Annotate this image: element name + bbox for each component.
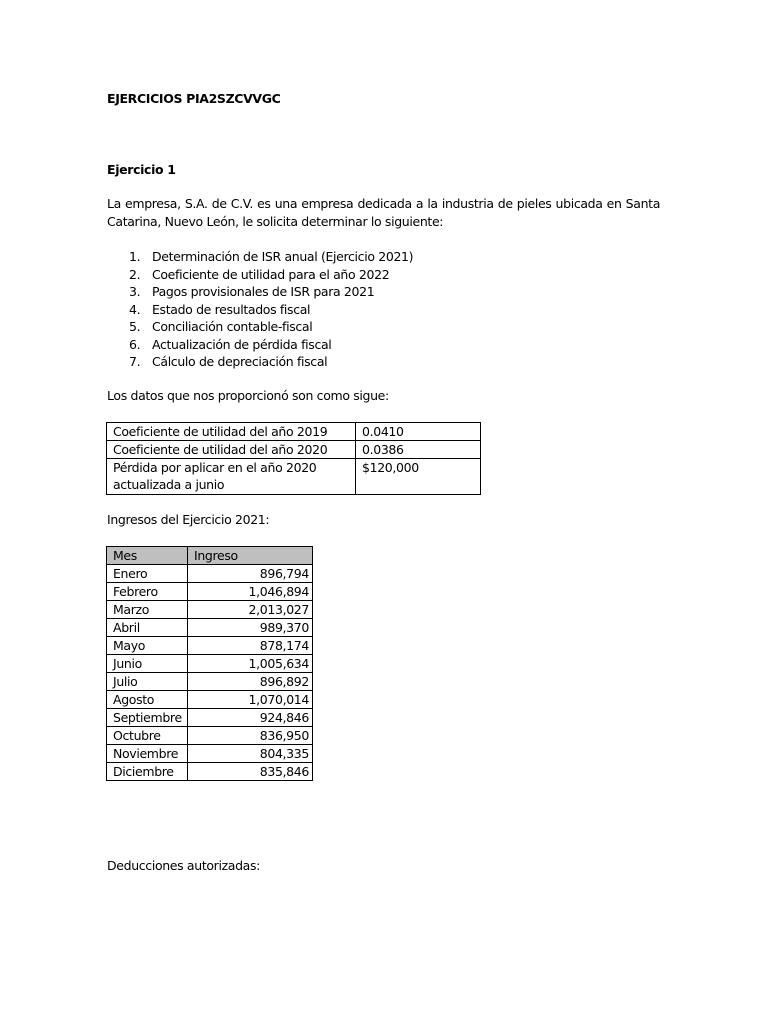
- table-cell-mes: Julio: [107, 673, 188, 691]
- table-row: [107, 423, 481, 441]
- table-cell-mes: Septiembre: [107, 709, 188, 727]
- table-row: [107, 727, 313, 745]
- datos-table: [106, 422, 481, 495]
- table-cell-label: Coeficiente de utilidad del año 2019: [107, 423, 356, 441]
- table-cell-ingreso: 989,370: [188, 619, 313, 637]
- ingresos-table: [106, 546, 313, 781]
- table-cell-ingreso: 896,794: [188, 565, 313, 583]
- table-row: [107, 601, 313, 619]
- document-title: EJERCICIOS PIA2SZCVVGC: [107, 91, 281, 106]
- table-row: [107, 745, 313, 763]
- table-row: [107, 637, 313, 655]
- table-cell-mes: Diciembre: [107, 763, 188, 781]
- list-item: [107, 283, 413, 301]
- list-item-number: 4.: [129, 301, 141, 317]
- table-row: [107, 565, 313, 583]
- table-row: [107, 583, 313, 601]
- table-cell-label: Coeficiente de utilidad del año 2020: [107, 441, 356, 459]
- task-list: [107, 248, 413, 371]
- table-cell-ingreso: 1,070,014: [188, 691, 313, 709]
- list-item-text: Conciliación contable-fiscal: [152, 319, 313, 334]
- table-cell-ingreso: 896,892: [188, 673, 313, 691]
- table-cell-mes: Octubre: [107, 727, 188, 745]
- table-row: [107, 709, 313, 727]
- list-item-number: 2.: [129, 266, 141, 282]
- list-item: [107, 248, 413, 266]
- table-cell-value: 0.0410: [356, 423, 481, 441]
- table-cell-value: $120,000: [356, 459, 481, 495]
- list-item: [107, 318, 413, 336]
- list-item-text: Actualización de pérdida fiscal: [152, 336, 332, 352]
- table-cell-value: 0.0386: [356, 441, 481, 459]
- table-row: [107, 673, 313, 691]
- list-item: [107, 353, 413, 371]
- table-cell-mes: Mayo: [107, 637, 188, 655]
- list-item: [107, 266, 413, 284]
- list-item-text: Determinación de ISR anual (Ejercicio 2021): [152, 249, 414, 264]
- intro-paragraph: La empresa, S.A. de C.V. es una empresa dedicada a la industria de pieles ubicada en Santa Catarina, Nuevo León, le solicita determinar lo siguiente:: [107, 196, 660, 229]
- table-cell-ingreso: 835,846: [188, 763, 313, 781]
- table-cell-mes: Agosto: [107, 691, 188, 709]
- list-item-number: 3.: [129, 284, 141, 299]
- list-item: [107, 336, 413, 354]
- table-cell-ingreso: 2,013,027: [188, 601, 313, 619]
- table-cell-ingreso: 1,046,894: [188, 583, 313, 601]
- exercise-heading: Ejercicio 1: [107, 162, 176, 177]
- table-row: [107, 441, 481, 459]
- list-item-text: Cálculo de depreciación fiscal: [152, 354, 328, 369]
- table-cell-ingreso: 878,174: [188, 637, 313, 655]
- table-row: [107, 655, 313, 673]
- table-row: [107, 763, 313, 781]
- ingresos-table-body: [107, 565, 313, 781]
- table-cell-ingreso: 1,005,634: [188, 655, 313, 673]
- list-item-number: 6.: [129, 336, 141, 352]
- table-cell-ingreso: 836,950: [188, 727, 313, 745]
- list-item: [107, 301, 413, 319]
- list-item-text: Coeficiente de utilidad para el año 2022: [152, 266, 390, 282]
- list-item-text: Estado de resultados fiscal: [152, 301, 311, 317]
- table-cell-mes: Abril: [107, 619, 188, 637]
- table-row: [107, 691, 313, 709]
- datos-intro: Los datos que nos proporcionó son como sigue:: [107, 388, 389, 403]
- table-cell-mes: Marzo: [107, 601, 188, 619]
- table-cell-label: Pérdida por aplicar en el año 2020 actualizada a junio: [107, 459, 356, 495]
- table-cell-ingreso: 924,846: [188, 709, 313, 727]
- list-item-text: Pagos provisionales de ISR para 2021: [152, 284, 375, 299]
- list-item-number: 5.: [129, 319, 141, 334]
- table-cell-mes: Noviembre: [107, 745, 188, 763]
- list-item-number: 7.: [129, 354, 141, 369]
- table-header-row: [107, 547, 313, 565]
- deducciones-intro: Deducciones autorizadas:: [107, 858, 261, 873]
- column-header-mes: Mes: [107, 547, 188, 565]
- table-cell-ingreso: 804,335: [188, 745, 313, 763]
- table-cell-mes: Junio: [107, 655, 188, 673]
- ingresos-intro: Ingresos del Ejercicio 2021:: [107, 512, 270, 527]
- table-row: [107, 619, 313, 637]
- column-header-ingreso: Ingreso: [188, 547, 313, 565]
- list-item-number: 1.: [129, 249, 141, 264]
- table-cell-mes: Enero: [107, 565, 188, 583]
- table-cell-mes: Febrero: [107, 583, 188, 601]
- table-row: [107, 459, 481, 495]
